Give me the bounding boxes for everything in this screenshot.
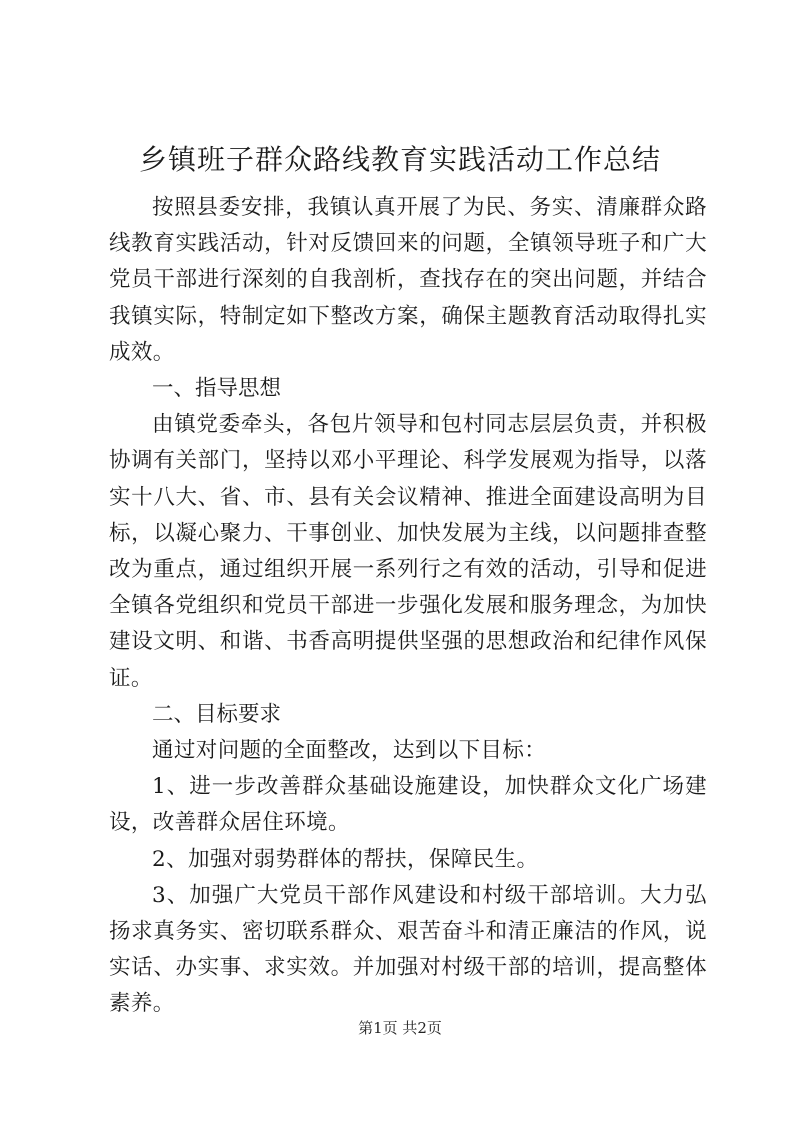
goal-item-2: 2、加强对弱势群体的帮扶，保障民生。	[152, 846, 539, 872]
goals-intro-paragraph: 通过对问题的全面整改，达到以下目标：	[152, 738, 547, 764]
intro-paragraph: 按照县委安排，我镇认真开展了为民、务实、清廉群众路线教育实践活动，针对反馈回来的问题，全镇领导班子和广大党员干部进行深刻的自我剖析，查找存在的突出问题，并结合我镇实际，特制定如下整改方案，确保主题教育活动取得扎实成效。	[109, 195, 707, 365]
section-heading-goals: 二、目标要求	[152, 701, 282, 727]
document-title: 乡镇班子群众路线教育实践活动工作总结	[138, 143, 661, 176]
goal-item-3: 3、加强广大党员干部作风建设和村级干部培训。大力弘扬求真务实、密切联系群众、艰苦奋斗和清正廉洁的作风，说实话、办实事、求实效。并加强对村级干部的培训，提高整体素养。	[109, 882, 707, 1017]
document-body	[109, 190, 707, 1023]
page-number-footer: 第1页 共2页	[358, 1019, 442, 1037]
guiding-ideology-paragraph: 由镇党委牵头，各包片领导和包村同志层层负责，并积极协调有关部门，坚持以邓小平理论、科学发展观为指导，以落实十八大、省、市、县有关会议精神、推进全面建设高明为目标，以凝心聚力、干事创业、加快发展为主线，以问题排查整改为重点，通过组织开展一系列行之有效的活动，引导和促进全镇各党组织和党员干部进一步强化发展和服务理念，为加快建设文明、和谐、书香高明提供坚强的思想政治和纪律作风保证。	[109, 412, 707, 691]
section-heading-guiding-ideology: 一、指导思想	[152, 376, 282, 402]
goal-item-1: 1、进一步改善群众基础设施建设，加快群众文化广场建设，改善群众居住环境。	[109, 774, 707, 836]
